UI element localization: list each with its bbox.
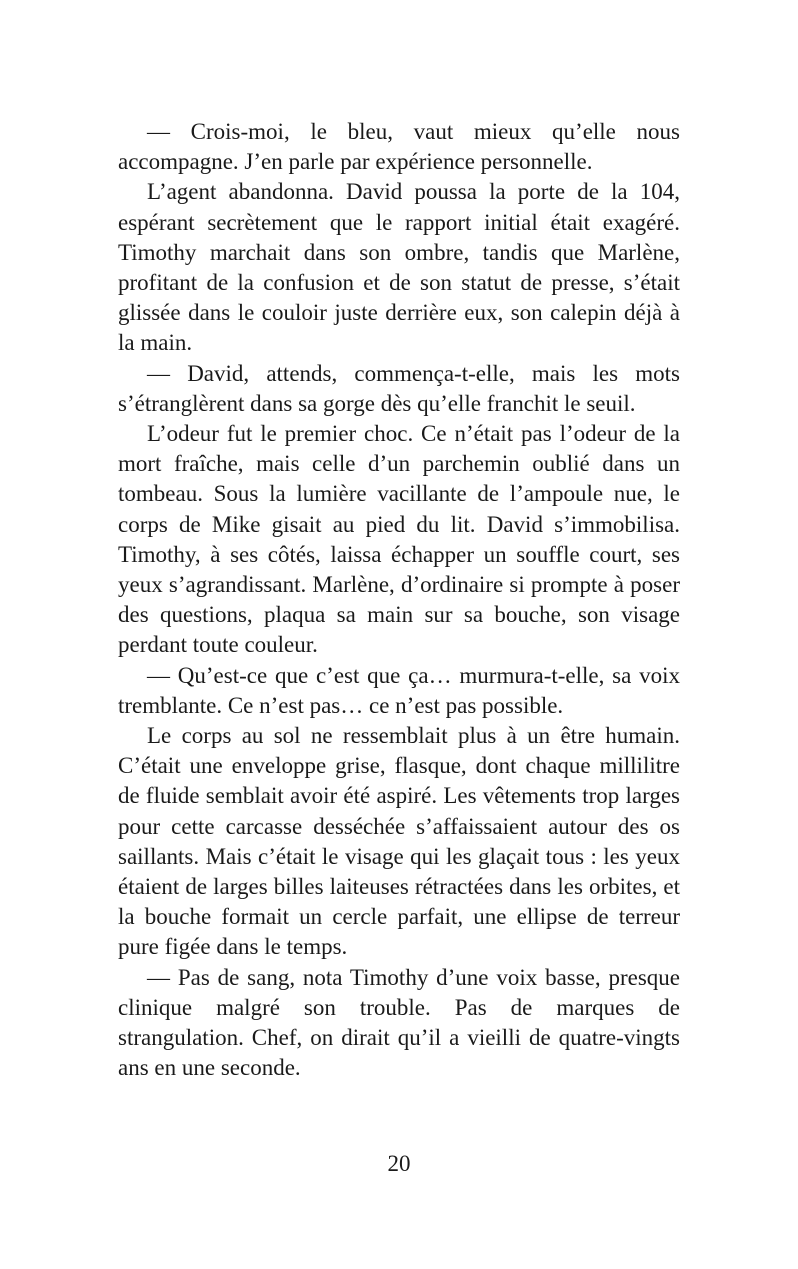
paragraph-7: — Pas de sang, nota Timothy d’une voix basse, presque clinique malgré son trouble. Pas de marques de strangulation. Chef, on dirait qu’il a vieilli de quatre-vingts ans en une seconde. — [118, 964, 680, 1081]
paragraph-5: — Qu’est-ce que c’est que ça… murmura-t-elle, sa voix tremblante. Ce n’est pas… ce n’est pas possible. — [118, 662, 680, 718]
paragraph-2: L’agent abandonna. David poussa la porte de la 104, espérant secrètement que le rapport initial était exagéré. Timothy marchait dans son ombre, tandis que Marlène, profitant de la confusion et de son statut de presse, s’était glissée dans le couloir juste derrière eux, son calepin déjà à la main. — [118, 179, 680, 356]
body-text — [118, 117, 680, 1084]
paragraph-4: L’odeur fut le premier choc. Ce n’était pas l’odeur de la mort fraîche, mais celle d’un parchemin oublié dans un tombeau. Sous la lumière vacillante de l’ampoule nue, le corps de Mike gisait au pied du lit. David s’immobilisa. Timothy, à ses côtés, laissa échapper un souffle court, ses yeux s’agrandissant. Marlène, d’ordinaire si prompte à poser des questions, plaqua sa main sur sa bouche, son visage perdant toute couleur. — [118, 421, 680, 658]
paragraph-6: Le corps au sol ne ressemblait plus à un être humain. C’était une enveloppe grise, flasque, dont chaque millilitre de fluide semblait avoir été aspiré. Les vêtements trop larges pour cette carcasse desséchée s’affaissaient autour des os saillants. Mais c’était le visage qui les glaçait tous : les yeux étaient de larges billes laiteuses rétractées dans les orbites, et la bouche formait un cercle parfait, une ellipse de terreur pure figée dans le temps. — [118, 723, 680, 960]
page-number: 20 — [387, 1151, 411, 1176]
paragraph-3: — David, attends, commença-t-elle, mais les mots s’étranglèrent dans sa gorge dès qu’elle franchit le seuil. — [118, 360, 680, 416]
paragraph-1: — Crois-moi, le bleu, vaut mieux qu’elle nous accompagne. J’en parle par expérience personnelle. — [118, 119, 680, 175]
